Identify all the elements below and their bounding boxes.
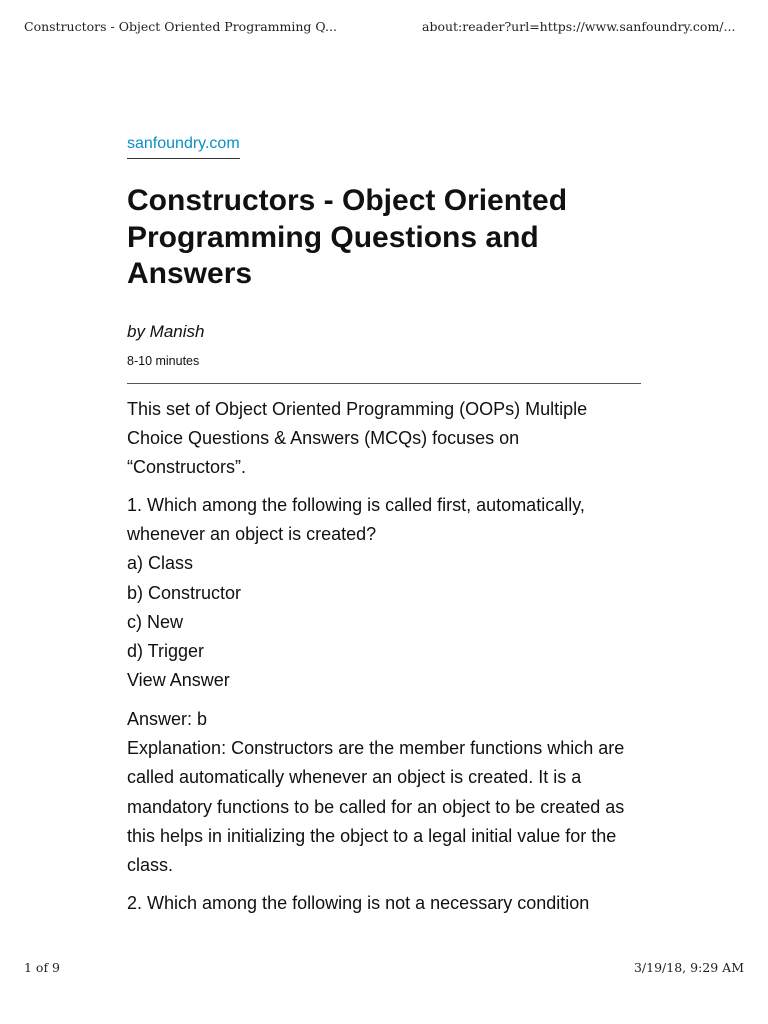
question-1 xyxy=(127,491,641,695)
question-1-answer: Answer: b xyxy=(127,709,208,729)
question-1-text: 1. Which among the following is called first, automatically, whenever an object is created? xyxy=(127,495,585,545)
view-answer-toggle[interactable]: View Answer xyxy=(127,670,230,691)
print-datetime: 3/19/18, 9:29 AM xyxy=(633,960,744,975)
article-byline: by Manish xyxy=(127,322,205,341)
reading-time: 8-10 minutes xyxy=(127,354,200,368)
header-divider xyxy=(127,383,641,384)
page-number: 1 of 9 xyxy=(24,960,61,975)
print-header-url: about:reader?url=https://www.sanfoundry.com/... xyxy=(422,19,736,34)
question-1-option-c: c) New xyxy=(127,611,184,632)
print-footer xyxy=(24,960,744,980)
question-2-text: 2. Which among the following is not a necessary condition xyxy=(127,893,590,913)
print-header-title: Constructors - Object Oriented Programming Q... xyxy=(24,19,337,34)
question-1-explanation: Explanation: Constructors are the member functions which are called automatically whenever an object is created. It is a mandatory functions to be called for an object to be created as this helps in initializing the object to a legal initial value for the class. xyxy=(127,738,625,876)
question-1-answer-block xyxy=(127,705,641,880)
source-domain-link[interactable]: sanfoundry.com xyxy=(127,135,240,159)
article-title: Constructors - Object Oriented Programming Questions and Answers xyxy=(127,184,568,290)
question-1-option-d: d) Trigger xyxy=(127,641,205,662)
intro-paragraph: This set of Object Oriented Programming (OOPs) Multiple Choice Questions & Answers (MCQs) focuses on “Constructors”. xyxy=(127,399,588,478)
question-1-option-a: a) Class xyxy=(127,553,194,574)
question-1-option-b: b) Constructor xyxy=(127,582,242,603)
print-header xyxy=(24,19,744,39)
